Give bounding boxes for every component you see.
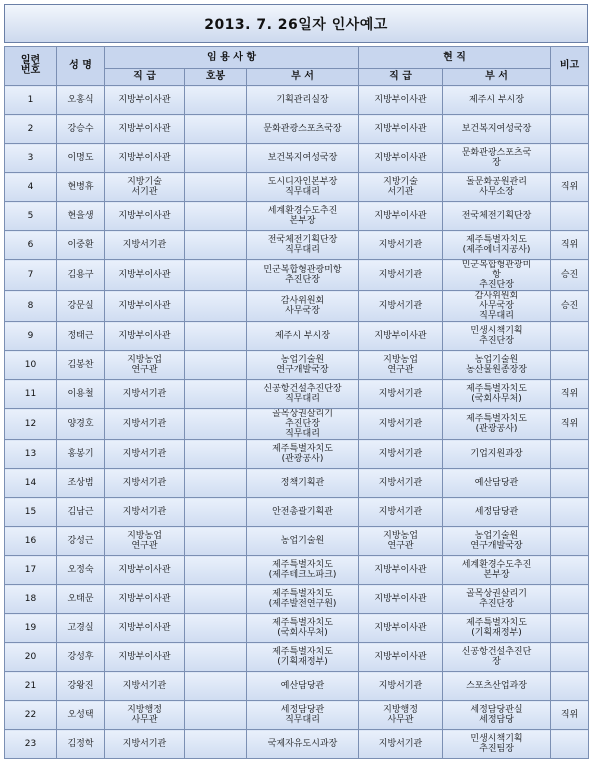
cell-name: 현병휴 — [57, 173, 105, 202]
cell-current-rank: 지방부이사관 — [359, 86, 443, 115]
cell-note — [551, 527, 589, 556]
cell-rank: 지방서기관 — [105, 440, 185, 469]
cell-name: 강왕진 — [57, 672, 105, 701]
cell-dept: 보건복지여성국장 — [247, 144, 359, 173]
cell-note — [551, 643, 589, 672]
table-body — [5, 86, 589, 759]
table-row — [5, 701, 589, 730]
cell-dept: 세정담당관 직무대리 — [247, 701, 359, 730]
cell-name: 현을생 — [57, 202, 105, 231]
cell-no: 9 — [5, 322, 57, 351]
table-row — [5, 86, 589, 115]
cell-rank: 지방서기관 — [105, 469, 185, 498]
cell-dept: 제주특별자치도 (제주테크노파크) — [247, 556, 359, 585]
header-current: 현 직 — [359, 47, 551, 69]
cell-rank: 지방부이사관 — [105, 260, 185, 291]
table-row — [5, 585, 589, 614]
cell-rank: 지방농업 연구관 — [105, 527, 185, 556]
cell-hobong — [185, 86, 247, 115]
cell-hobong — [185, 614, 247, 643]
cell-note — [551, 322, 589, 351]
cell-name: 강성후 — [57, 643, 105, 672]
header-appointment: 임 용 사 항 — [105, 47, 359, 69]
cell-current-rank: 지방서기관 — [359, 498, 443, 527]
cell-note: 직위 — [551, 173, 589, 202]
personnel-table — [4, 46, 589, 759]
cell-dept: 국제자유도시과장 — [247, 730, 359, 759]
cell-no: 7 — [5, 260, 57, 291]
cell-rank: 지방부이사관 — [105, 202, 185, 231]
cell-dept: 골목상권살리기 추진단장 직무대리 — [247, 409, 359, 440]
cell-current-dept: 돌문화공원관리 사무소장 — [443, 173, 551, 202]
cell-rank: 지방기술 서기관 — [105, 173, 185, 202]
cell-current-dept: 민생시책기획 추진단장 — [443, 322, 551, 351]
cell-rank: 지방행정 사무관 — [105, 701, 185, 730]
table-row — [5, 614, 589, 643]
cell-dept: 안전총괄기획관 — [247, 498, 359, 527]
cell-hobong — [185, 202, 247, 231]
cell-dept: 제주특별자치도 (제주발전연구원) — [247, 585, 359, 614]
cell-hobong — [185, 469, 247, 498]
cell-current-rank: 지방서기관 — [359, 409, 443, 440]
cell-dept: 예산담당관 — [247, 672, 359, 701]
cell-name: 이중환 — [57, 231, 105, 260]
cell-current-rank: 지방서기관 — [359, 672, 443, 701]
cell-dept: 농업기술원 연구개발국장 — [247, 351, 359, 380]
cell-name: 강문실 — [57, 291, 105, 322]
table-row — [5, 498, 589, 527]
cell-current-rank: 지방서기관 — [359, 469, 443, 498]
table-row — [5, 380, 589, 409]
cell-note — [551, 86, 589, 115]
table-row — [5, 469, 589, 498]
table-row — [5, 291, 589, 322]
cell-hobong — [185, 144, 247, 173]
cell-note — [551, 351, 589, 380]
cell-dept: 제주시 부시장 — [247, 322, 359, 351]
cell-current-dept: 제주특별자치도 (기획재정부) — [443, 614, 551, 643]
cell-hobong — [185, 115, 247, 144]
header-current-rank: 직 급 — [359, 69, 443, 86]
cell-name: 오정숙 — [57, 556, 105, 585]
cell-current-dept: 농업기술원 농산물원종장장 — [443, 351, 551, 380]
cell-rank: 지방서기관 — [105, 672, 185, 701]
cell-dept: 제주특별자치도 (기획재정부) — [247, 643, 359, 672]
cell-current-rank: 지방부이사관 — [359, 643, 443, 672]
cell-current-dept: 제주시 부시장 — [443, 86, 551, 115]
table-row — [5, 556, 589, 585]
table-row — [5, 202, 589, 231]
cell-current-rank: 지방부이사관 — [359, 556, 443, 585]
cell-hobong — [185, 322, 247, 351]
cell-dept: 제주특별자치도 (관광공사) — [247, 440, 359, 469]
cell-no: 10 — [5, 351, 57, 380]
cell-current-rank: 지방부이사관 — [359, 202, 443, 231]
table-row — [5, 351, 589, 380]
table-row — [5, 144, 589, 173]
cell-note: 직위 — [551, 231, 589, 260]
cell-hobong — [185, 701, 247, 730]
cell-current-dept: 세정담당관실 세정담당 — [443, 701, 551, 730]
cell-dept: 기획관리실장 — [247, 86, 359, 115]
header-no: 일련 번호 — [5, 47, 57, 86]
table-row — [5, 527, 589, 556]
cell-name: 김봉찬 — [57, 351, 105, 380]
header-rank: 직 급 — [105, 69, 185, 86]
cell-rank: 지방부이사관 — [105, 144, 185, 173]
cell-no: 11 — [5, 380, 57, 409]
cell-no: 15 — [5, 498, 57, 527]
cell-name: 오태문 — [57, 585, 105, 614]
cell-current-dept: 기업지원과장 — [443, 440, 551, 469]
cell-rank: 지방부이사관 — [105, 643, 185, 672]
cell-hobong — [185, 672, 247, 701]
cell-current-rank: 지방기술 서기관 — [359, 173, 443, 202]
cell-note: 직위 — [551, 701, 589, 730]
cell-current-dept: 세계환경수도추진 본부장 — [443, 556, 551, 585]
cell-hobong — [185, 730, 247, 759]
cell-no: 23 — [5, 730, 57, 759]
cell-note — [551, 440, 589, 469]
cell-name: 강승수 — [57, 115, 105, 144]
header-hobong: 호봉 — [185, 69, 247, 86]
cell-current-rank: 지방부이사관 — [359, 322, 443, 351]
cell-no: 16 — [5, 527, 57, 556]
cell-current-dept: 보건복지여성국장 — [443, 115, 551, 144]
cell-current-rank: 지방부이사관 — [359, 585, 443, 614]
cell-name: 조상범 — [57, 469, 105, 498]
cell-hobong — [185, 585, 247, 614]
cell-current-rank: 지방행정 사무관 — [359, 701, 443, 730]
cell-name: 강성근 — [57, 527, 105, 556]
cell-no: 17 — [5, 556, 57, 585]
header-note: 비고 — [551, 47, 589, 86]
table-row — [5, 672, 589, 701]
cell-rank: 지방부이사관 — [105, 614, 185, 643]
cell-current-dept: 예산담당관 — [443, 469, 551, 498]
cell-note: 직위 — [551, 409, 589, 440]
cell-rank: 지방농업 연구관 — [105, 351, 185, 380]
cell-rank: 지방부이사관 — [105, 556, 185, 585]
cell-dept: 감사위원회 사무국장 — [247, 291, 359, 322]
table-row — [5, 173, 589, 202]
cell-current-rank: 지방서기관 — [359, 380, 443, 409]
cell-name: 고경실 — [57, 614, 105, 643]
cell-rank: 지방서기관 — [105, 231, 185, 260]
header-current-dept: 부 서 — [443, 69, 551, 86]
cell-rank: 지방부이사관 — [105, 115, 185, 144]
cell-note — [551, 202, 589, 231]
table-row — [5, 322, 589, 351]
cell-hobong — [185, 173, 247, 202]
cell-current-dept: 골목상권살리기 추진단장 — [443, 585, 551, 614]
cell-dept: 도시디자인본부장 직무대리 — [247, 173, 359, 202]
cell-hobong — [185, 231, 247, 260]
cell-dept: 신공항건설추진단장 직무대리 — [247, 380, 359, 409]
table-row — [5, 115, 589, 144]
cell-current-rank: 지방농업 연구관 — [359, 527, 443, 556]
cell-note — [551, 730, 589, 759]
cell-current-dept: 농업기술원 연구개발국장 — [443, 527, 551, 556]
cell-no: 12 — [5, 409, 57, 440]
cell-current-rank: 지방부이사관 — [359, 115, 443, 144]
cell-current-dept: 신공항건설추진단 장 — [443, 643, 551, 672]
cell-note — [551, 614, 589, 643]
cell-rank: 지방부이사관 — [105, 86, 185, 115]
cell-current-rank: 지방농업 연구관 — [359, 351, 443, 380]
cell-name: 이명도 — [57, 144, 105, 173]
cell-hobong — [185, 351, 247, 380]
table-row — [5, 643, 589, 672]
cell-hobong — [185, 409, 247, 440]
cell-current-rank: 지방서기관 — [359, 291, 443, 322]
document — [4, 4, 588, 759]
cell-rank: 지방서기관 — [105, 498, 185, 527]
cell-name: 김용구 — [57, 260, 105, 291]
cell-current-dept: 민생시책기획 추진팀장 — [443, 730, 551, 759]
cell-note — [551, 144, 589, 173]
cell-no: 20 — [5, 643, 57, 672]
cell-name: 이용철 — [57, 380, 105, 409]
cell-no: 6 — [5, 231, 57, 260]
cell-name: 김남근 — [57, 498, 105, 527]
cell-current-dept: 감사위원회 사무국장 직무대리 — [443, 291, 551, 322]
cell-note — [551, 469, 589, 498]
cell-hobong — [185, 498, 247, 527]
cell-note: 승진 — [551, 291, 589, 322]
header-dept: 부 서 — [247, 69, 359, 86]
cell-no: 4 — [5, 173, 57, 202]
cell-hobong — [185, 291, 247, 322]
header-name: 성 명 — [57, 47, 105, 86]
table-row — [5, 440, 589, 469]
cell-hobong — [185, 527, 247, 556]
cell-no: 2 — [5, 115, 57, 144]
cell-dept: 문화관광스포츠국장 — [247, 115, 359, 144]
cell-current-dept: 전국체전기획단장 — [443, 202, 551, 231]
cell-name: 양경호 — [57, 409, 105, 440]
cell-note — [551, 556, 589, 585]
cell-dept: 제주특별자치도 (국회사무처) — [247, 614, 359, 643]
table-row — [5, 730, 589, 759]
cell-current-rank: 지방서기관 — [359, 440, 443, 469]
cell-name: 오홍식 — [57, 86, 105, 115]
document-title: 2013. 7. 26일자 인사예고 — [4, 4, 588, 43]
cell-current-dept: 세정담당관 — [443, 498, 551, 527]
cell-note — [551, 672, 589, 701]
cell-dept: 세계환경수도추진 본부장 — [247, 202, 359, 231]
cell-note: 승진 — [551, 260, 589, 291]
cell-current-dept: 민군복합형관광미 항 추진단장 — [443, 260, 551, 291]
cell-name: 오성택 — [57, 701, 105, 730]
table-row — [5, 231, 589, 260]
cell-note — [551, 115, 589, 144]
cell-name: 정태근 — [57, 322, 105, 351]
cell-note — [551, 585, 589, 614]
cell-rank: 지방서기관 — [105, 380, 185, 409]
cell-hobong — [185, 260, 247, 291]
cell-note — [551, 498, 589, 527]
cell-hobong — [185, 440, 247, 469]
cell-rank: 지방서기관 — [105, 730, 185, 759]
cell-no: 22 — [5, 701, 57, 730]
cell-current-rank: 지방부이사관 — [359, 144, 443, 173]
cell-no: 13 — [5, 440, 57, 469]
table-row — [5, 409, 589, 440]
cell-name: 김정학 — [57, 730, 105, 759]
cell-rank: 지방부이사관 — [105, 291, 185, 322]
cell-hobong — [185, 556, 247, 585]
cell-note: 직위 — [551, 380, 589, 409]
cell-dept: 정책기획관 — [247, 469, 359, 498]
cell-current-rank: 지방서기관 — [359, 260, 443, 291]
cell-hobong — [185, 380, 247, 409]
cell-dept: 민군복합형관광미항 추진단장 — [247, 260, 359, 291]
cell-no: 5 — [5, 202, 57, 231]
cell-rank: 지방부이사관 — [105, 585, 185, 614]
cell-current-rank: 지방서기관 — [359, 231, 443, 260]
cell-no: 19 — [5, 614, 57, 643]
cell-no: 18 — [5, 585, 57, 614]
cell-no: 3 — [5, 144, 57, 173]
cell-dept: 농업기술원 — [247, 527, 359, 556]
cell-current-rank: 지방서기관 — [359, 730, 443, 759]
cell-name: 홍봉기 — [57, 440, 105, 469]
cell-current-dept: 문화관광스포츠국 장 — [443, 144, 551, 173]
cell-no: 1 — [5, 86, 57, 115]
cell-current-rank: 지방부이사관 — [359, 614, 443, 643]
cell-rank: 지방서기관 — [105, 409, 185, 440]
cell-no: 14 — [5, 469, 57, 498]
cell-current-dept: 제주특별자치도 (관광공사) — [443, 409, 551, 440]
cell-current-dept: 스포츠산업과장 — [443, 672, 551, 701]
table-row — [5, 260, 589, 291]
cell-dept: 전국체전기획단장 직무대리 — [247, 231, 359, 260]
cell-rank: 지방부이사관 — [105, 322, 185, 351]
cell-current-dept: 제주특별자치도 (제주에너지공사) — [443, 231, 551, 260]
cell-no: 8 — [5, 291, 57, 322]
cell-hobong — [185, 643, 247, 672]
cell-current-dept: 제주특별자치도 (국회사무처) — [443, 380, 551, 409]
cell-no: 21 — [5, 672, 57, 701]
